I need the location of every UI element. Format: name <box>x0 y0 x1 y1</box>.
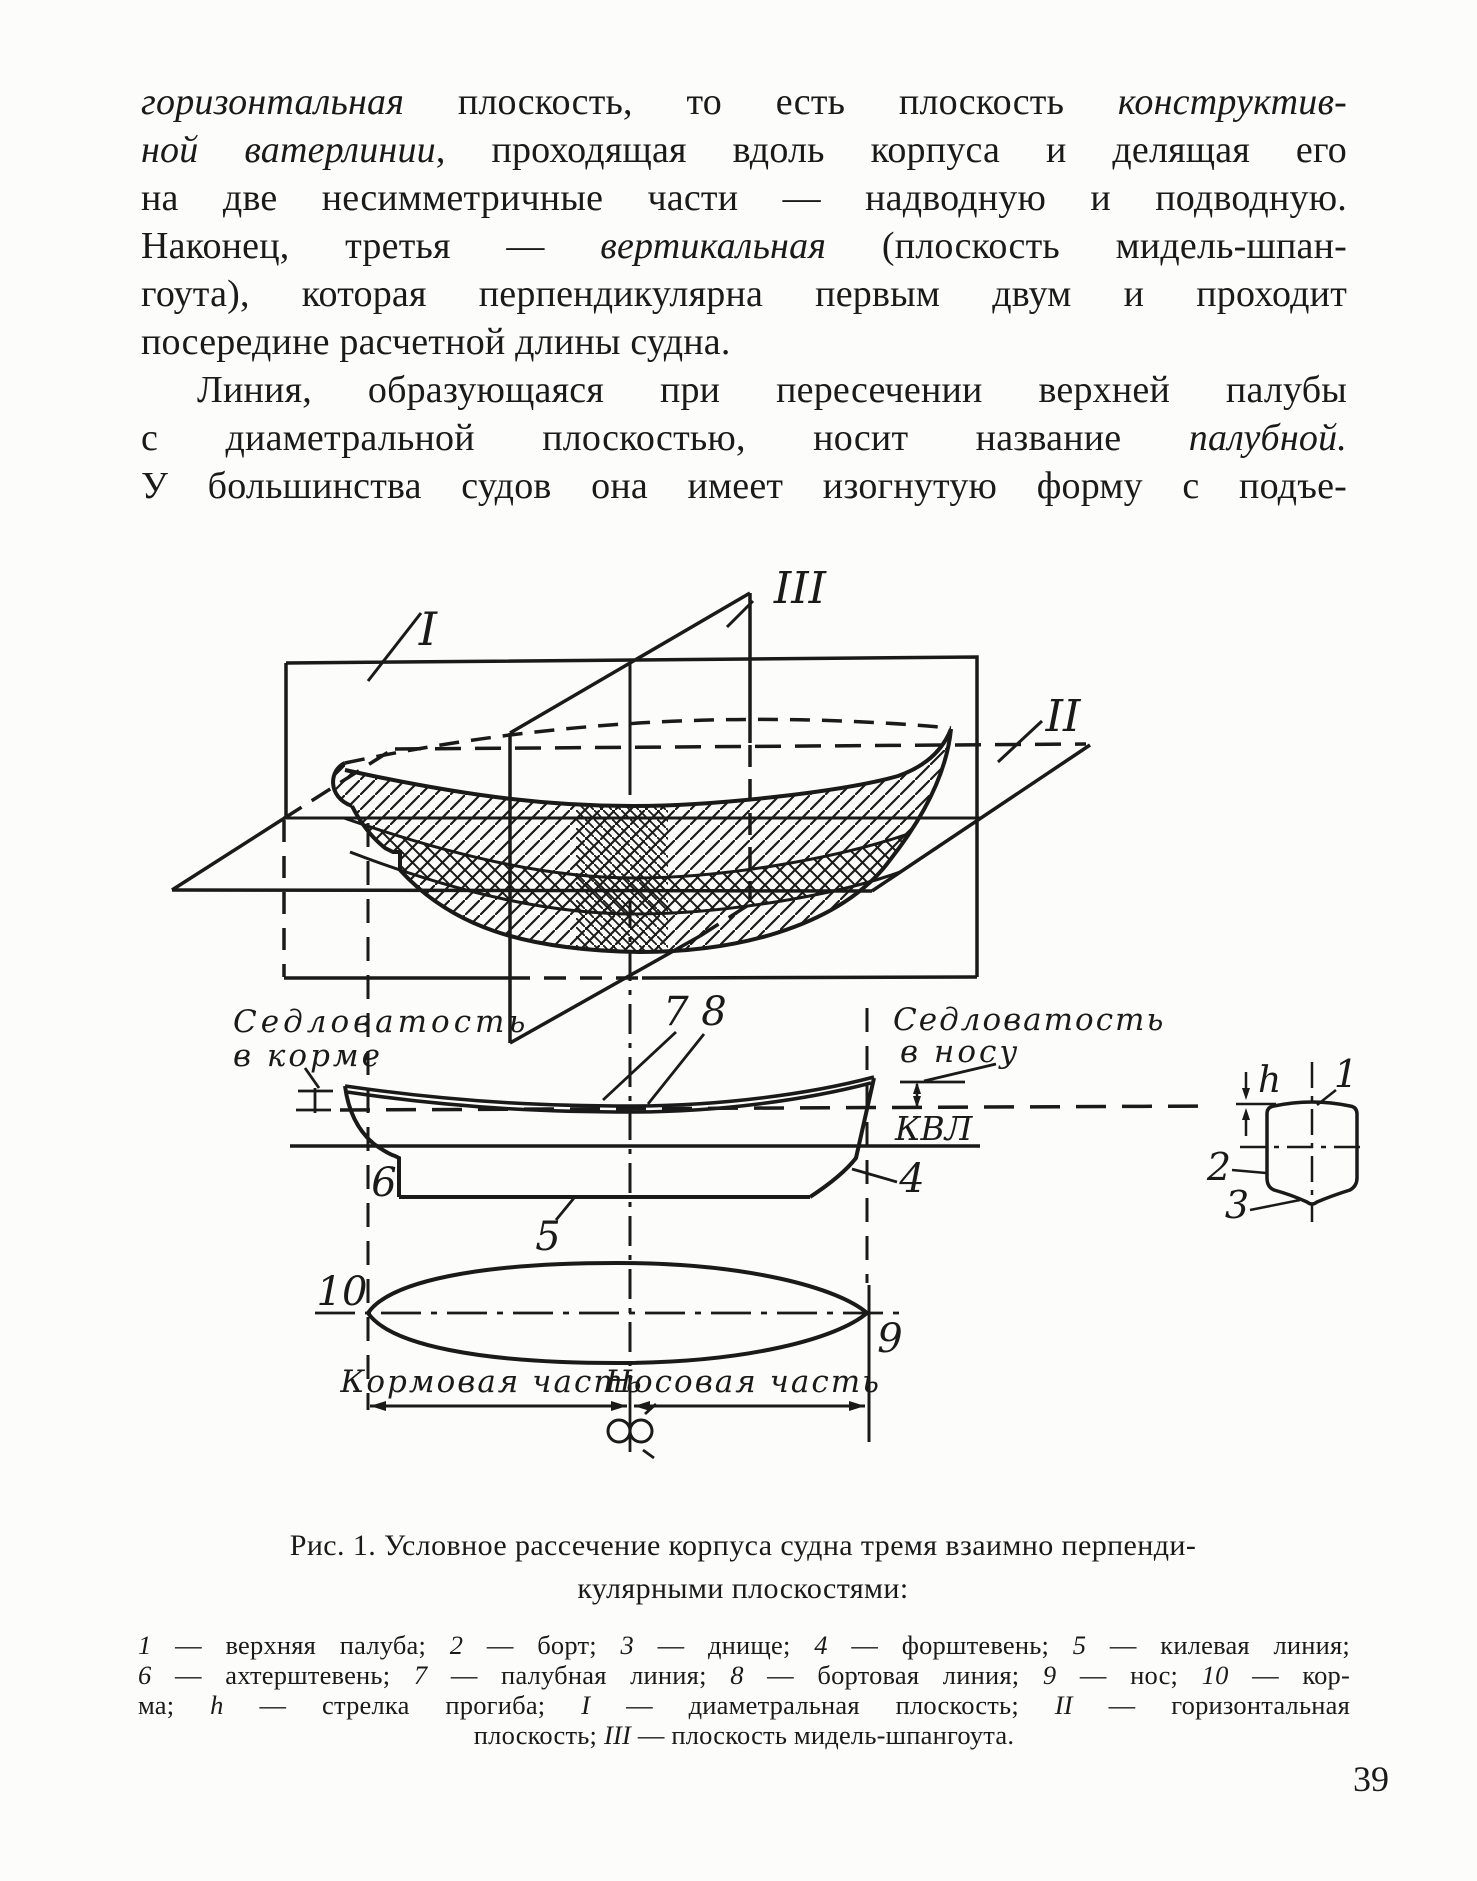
label-4: 4 <box>899 1156 925 1202</box>
body-text <box>141 78 1347 510</box>
caption-line-1: Рис. 1. Условное рассечение корпуса судна тремя взаимно перпенди- <box>289 1529 1197 1562</box>
text-line: посередине расчетной длины судна. <box>141 321 731 363</box>
label-10: 10 <box>316 1269 368 1315</box>
midship-symbol-right <box>630 1420 652 1442</box>
plane-I-leader <box>368 613 421 681</box>
label-8: 8 <box>701 989 727 1035</box>
midship-symbol-ticks <box>643 1404 656 1458</box>
figure-1-diagram <box>0 460 1477 1522</box>
aft-sheer-label-1: Седловатость <box>233 1004 530 1040</box>
label-7: 7 <box>663 989 689 1035</box>
text-line: ной ватерлинии, проходящая вдоль корпуса и делящая его <box>141 129 1347 171</box>
figure-caption <box>138 1524 1348 1610</box>
sec-label-1: 1 <box>1333 1052 1359 1096</box>
plane-III-label: III <box>773 563 827 614</box>
plane-I-label: I <box>418 602 438 656</box>
aft-part-label: Кормовая часть <box>340 1364 644 1400</box>
leader-sec-2 <box>1232 1170 1266 1173</box>
text-line: 1 — верхняя палуба; 2 — борт; 3 — днище; 4 — форштевень; 5 — килевая линия; <box>138 1630 1350 1660</box>
text-line: горизонтальная плоскость, то есть плоскость конструктив- <box>141 81 1347 123</box>
leader-7 <box>603 1032 676 1100</box>
deck-far-edge-hidden <box>345 719 951 763</box>
profile-view <box>290 1032 1213 1220</box>
text-line: 6 — ахтерштевень; 7 — палубная линия; 8 — бортовая линия; 9 — нос; 10 — кор- <box>138 1660 1350 1690</box>
plane-II-leader <box>998 721 1042 762</box>
label-9: 9 <box>877 1316 903 1362</box>
text-line: Линия, образующаяся при пересечении верхней палубы <box>197 369 1347 411</box>
deck-outline-upper <box>368 1263 867 1313</box>
caption-line-2: кулярными плоскостями: <box>577 1572 909 1605</box>
dim-arrow-fwd-right <box>849 1401 865 1411</box>
figure-legend <box>138 1630 1350 1750</box>
camber-arrow-down <box>1242 1088 1250 1100</box>
label-6: 6 <box>371 1160 397 1206</box>
fwd-part-label: Носовая часть <box>604 1364 882 1400</box>
text-line: гоута), которая перпендикулярна первым двум и проходит <box>141 273 1347 315</box>
sec-label-3: 3 <box>1224 1183 1250 1227</box>
paragraph-1 <box>141 78 1347 366</box>
text-line: на две несимметричные части — надводную и подводную. <box>141 177 1347 219</box>
dim-arrow-aft-left <box>370 1401 386 1411</box>
aft-sheer-label-2: в корме <box>233 1038 383 1074</box>
plan-view <box>315 1263 903 1458</box>
text-line: У большинства судов она имеет изогнутую форму с подъе- <box>141 465 1347 507</box>
camber-h-label: h <box>1258 1060 1282 1101</box>
aft-sheer-mark <box>296 1088 333 1113</box>
text-line: ма; h — стрелка прогиба; I — диаметральная плоскость; II — горизонтальная <box>138 1690 1350 1720</box>
leader-8 <box>648 1034 704 1104</box>
midship-section-cut <box>576 706 668 958</box>
fwd-sheer-label-2: в носу <box>900 1034 1021 1070</box>
dim-arrow-aft-right <box>611 1401 627 1411</box>
fwd-sheer-label-1: Седловатость <box>893 1002 1166 1038</box>
dim-arrow-fwd-left <box>634 1401 650 1411</box>
label-5: 5 <box>535 1214 561 1260</box>
hull-3d <box>333 706 951 958</box>
fwd-sheer-arrow-up <box>913 1082 921 1094</box>
camber-arrow-up <box>1242 1108 1250 1120</box>
deck-outline-lower <box>368 1313 867 1363</box>
midship-symbol-left <box>608 1420 630 1442</box>
kvl-label: КВЛ <box>895 1109 973 1148</box>
sec-label-2: 2 <box>1206 1145 1232 1189</box>
page-number: 39 <box>1353 1759 1389 1799</box>
text-line: плоскость; III — плоскость мидель-шпангоута. <box>473 1720 1015 1750</box>
plane-II-label: II <box>1045 691 1081 742</box>
text-line: с диаметральной плоскостью, носит название палубной. <box>141 417 1347 459</box>
leader-4 <box>852 1169 897 1182</box>
text-line: Наконец, третья — вертикальная (плоскость мидель-шпан- <box>141 225 1347 267</box>
leader-sec-3 <box>1250 1200 1300 1210</box>
